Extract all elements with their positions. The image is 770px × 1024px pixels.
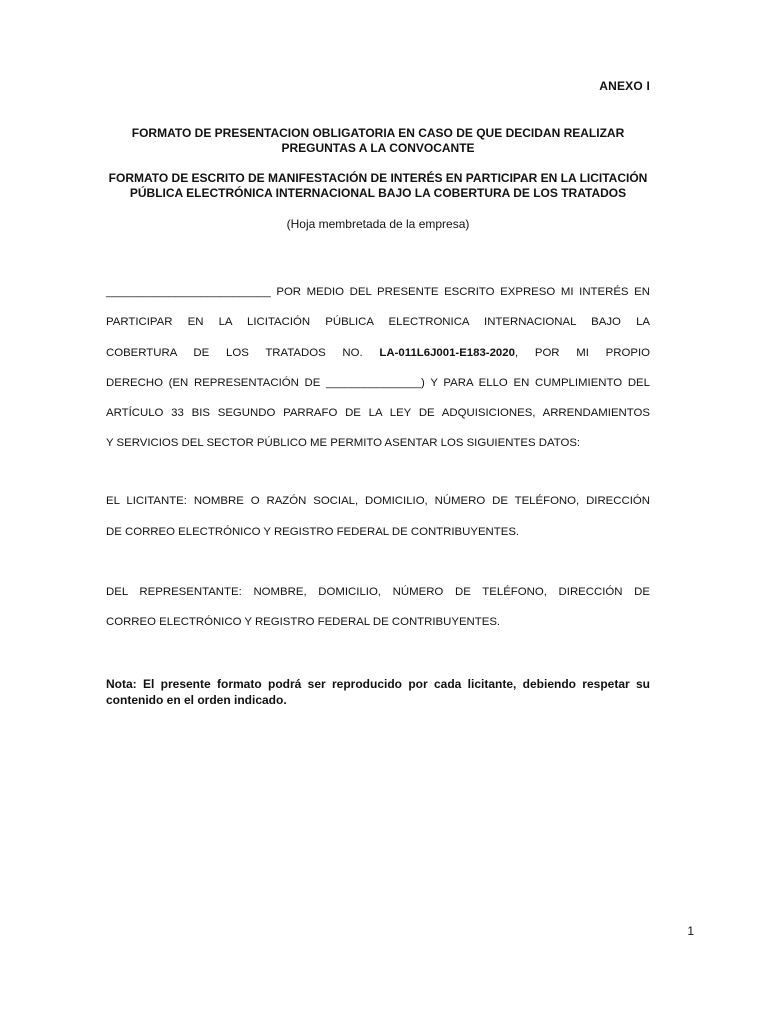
body-line-2: PARTICIPAR EN LA LICITACIÓN PÚBLICA ELECTRONICA INTERNACIONAL BAJO LA <box>106 316 650 328</box>
note-paragraph: Nota: El presente formato podrá ser reproducido por cada licitante, debiendo respetar su contenido en el orden indicado. <box>106 677 650 707</box>
licitante-line-2: DE CORREO ELECTRÓNICO Y REGISTRO FEDERAL DE CONTRIBUYENTES. <box>106 526 520 538</box>
body-line-5: ARTÍCULO 33 BIS SEGUNDO PARRAFO DE LA LEY DE ADQUISICIONES, ARRENDAMIENTOS <box>106 407 650 419</box>
page-number: 1 <box>687 924 694 938</box>
body-line-4: DERECHO (EN REPRESENTACIÓN DE _______________) Y PARA ELLO EN CUMPLIMIENTO DEL <box>106 377 650 389</box>
representante-line-2: CORREO ELECTRÓNICO Y REGISTRO FEDERAL DE CONTRIBUYENTES. <box>106 616 501 628</box>
body-line-6: Y SERVICIOS DEL SECTOR PÚBLICO ME PERMITO ASENTAR LOS SIGUIENTES DATOS: <box>106 437 581 449</box>
body-line-3-prefix: COBERTURA DE LOS TRATADOS NO. <box>106 347 380 359</box>
body-line-3 <box>106 346 650 361</box>
body-line-1: __________________________ POR MEDIO DEL PRESENTE ESCRITO EXPRESO MI INTERÉS EN <box>106 286 650 298</box>
heading-interest-letter: FORMATO DE ESCRITO DE MANIFESTACIÓN DE INTERÉS EN PARTICIPAR EN LA LICITACIÓN PÚBLICA ELECTRÓNICA INTERNACIONAL BAJO LA COBERTURA DE LOS TRATADOS <box>108 171 648 200</box>
heading-format-questions: FORMATO DE PRESENTACION OBLIGATORIA EN CASO DE QUE DECIDAN REALIZAR PREGUNTAS A LA CONVOCANTE <box>131 126 625 155</box>
body-line-3-suffix: , POR MI PROPIO <box>514 347 650 359</box>
annex-label: ANEXO I <box>599 79 650 93</box>
letterhead-note: (Hoja membretada de la empresa) <box>286 217 470 231</box>
licitante-line-1: EL LICITANTE: NOMBRE O RAZÓN SOCIAL, DOMICILIO, NÚMERO DE TELÉFONO, DIRECCIÓN <box>106 495 650 507</box>
representante-line-1: DEL REPRESENTANTE: NOMBRE, DOMICILIO, NÚMERO DE TELÉFONO, DIRECCIÓN DE <box>106 586 650 598</box>
tender-number: LA-011L6J001-E183-2020 <box>379 347 515 359</box>
